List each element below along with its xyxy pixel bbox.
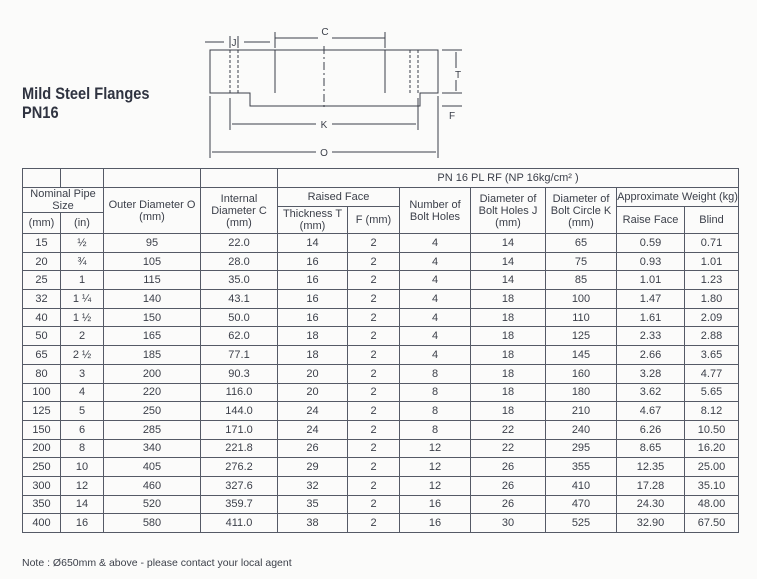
table-cell: 16 (400, 495, 471, 514)
table-cell: 18 (471, 364, 546, 383)
table-cell: 0.71 (685, 234, 739, 253)
table-cell: 295 (546, 439, 617, 458)
table-cell: 12 (400, 458, 471, 477)
table-cell: 8 (400, 364, 471, 383)
table-cell: 32.90 (617, 514, 685, 533)
table-cell: 20 (23, 252, 61, 271)
table-cell: 327.6 (201, 476, 278, 495)
table-cell: 65 (546, 234, 617, 253)
table-cell: 35.10 (685, 476, 739, 495)
table-cell: 2 (348, 327, 400, 346)
table-cell: 405 (104, 458, 201, 477)
table-cell: 16 (61, 514, 104, 533)
table-cell: 40 (23, 308, 61, 327)
table-cell: 0.93 (617, 252, 685, 271)
bolt-hole-diameter-header: Diameter of Bolt Holes J (mm) (471, 188, 546, 234)
table-cell: 285 (104, 420, 201, 439)
table-cell: 16 (278, 290, 348, 309)
footnote: Note : Ø650mm & above - please contact your local agent (22, 557, 292, 569)
table-cell: 32 (23, 290, 61, 309)
table-cell: ½ (61, 234, 104, 253)
table-cell: 14 (61, 495, 104, 514)
table-cell: 30 (471, 514, 546, 533)
table-row (23, 420, 739, 439)
table-cell: 1.23 (685, 271, 739, 290)
table-row (23, 252, 739, 271)
table-cell: 12 (400, 476, 471, 495)
table-cell: 140 (104, 290, 201, 309)
table-cell: 2 (348, 495, 400, 514)
table-cell: 4 (400, 252, 471, 271)
table-cell: 50 (23, 327, 61, 346)
table-cell: 220 (104, 383, 201, 402)
table-cell: 100 (546, 290, 617, 309)
table-cell: 43.1 (201, 290, 278, 309)
table-cell: 116.0 (201, 383, 278, 402)
table-cell: 18 (278, 346, 348, 365)
nominal-pipe-size-header: Nominal Pipe Size (23, 188, 104, 213)
table-cell: 26 (471, 495, 546, 514)
title-line-1: Mild Steel Flanges (22, 84, 150, 103)
table-cell: 2 (348, 271, 400, 290)
table-cell: 410 (546, 476, 617, 495)
table-cell: 12.35 (617, 458, 685, 477)
table-cell: 29 (278, 458, 348, 477)
table-cell: 14 (471, 271, 546, 290)
table-cell: 110 (546, 308, 617, 327)
table-row (23, 439, 739, 458)
table-cell: 16 (400, 514, 471, 533)
table-cell: 2 (348, 420, 400, 439)
table-cell: 24.30 (617, 495, 685, 514)
table-cell: 525 (546, 514, 617, 533)
table-cell: 20 (278, 383, 348, 402)
table-cell: 18 (471, 346, 546, 365)
table-cell: 300 (23, 476, 61, 495)
table-cell: 16.20 (685, 439, 739, 458)
table-cell: 2 (348, 458, 400, 477)
table-cell: 8.65 (617, 439, 685, 458)
flange-diagram (190, 18, 480, 168)
table-cell: 1.61 (617, 308, 685, 327)
table-cell: 8.12 (685, 402, 739, 421)
table-cell: 150 (104, 308, 201, 327)
table-cell: 48.00 (685, 495, 739, 514)
table-cell: 105 (104, 252, 201, 271)
blind-weight-header: Blind (685, 207, 739, 234)
table-cell: ¾ (61, 252, 104, 271)
table-cell: 1 ½ (61, 308, 104, 327)
raise-face-weight-header: Raise Face (617, 207, 685, 234)
table-cell: 250 (104, 402, 201, 421)
table-row (23, 458, 739, 477)
table-cell: 145 (546, 346, 617, 365)
table-cell: 95 (104, 234, 201, 253)
table-cell: 1.01 (617, 271, 685, 290)
table-row (23, 383, 739, 402)
table-cell: 8 (400, 383, 471, 402)
table-cell: 62.0 (201, 327, 278, 346)
bolt-holes-header: Number of Bolt Holes (400, 188, 471, 234)
table-cell: 18 (471, 308, 546, 327)
spec-table-body (23, 234, 739, 533)
table-row (23, 364, 739, 383)
table-cell: 50.0 (201, 308, 278, 327)
table-cell: 24 (278, 402, 348, 421)
dim-label-c: C (321, 27, 329, 38)
table-cell: 4 (400, 346, 471, 365)
mm-unit-header: (mm) (23, 213, 61, 234)
table-cell: 15 (23, 234, 61, 253)
table-cell: 2.33 (617, 327, 685, 346)
table-cell: 355 (546, 458, 617, 477)
table-cell: 2 (348, 439, 400, 458)
table-cell: 18 (471, 327, 546, 346)
table-cell: 8 (400, 420, 471, 439)
table-cell: 0.59 (617, 234, 685, 253)
table-cell: 580 (104, 514, 201, 533)
table-cell: 160 (546, 364, 617, 383)
table-cell: 75 (546, 252, 617, 271)
table-cell: 144.0 (201, 402, 278, 421)
table-cell: 25.00 (685, 458, 739, 477)
raised-face-header: Raised Face (278, 188, 400, 207)
flange-spec-table (22, 168, 739, 533)
table-cell: 200 (104, 364, 201, 383)
dim-label-j: J (231, 38, 237, 49)
table-cell: 26 (471, 458, 546, 477)
internal-diameter-header: Internal Diameter C (mm) (201, 188, 278, 234)
table-cell: 2 (348, 346, 400, 365)
table-cell: 24 (278, 420, 348, 439)
table-cell: 26 (471, 476, 546, 495)
in-unit-header: (in) (61, 213, 104, 234)
table-cell: 4 (400, 271, 471, 290)
page-title (22, 84, 150, 122)
table-cell: 2.09 (685, 308, 739, 327)
table-cell: 3.65 (685, 346, 739, 365)
table-cell: 6 (61, 420, 104, 439)
table-cell: 8 (400, 402, 471, 421)
table-cell: 400 (23, 514, 61, 533)
table-cell: 3.28 (617, 364, 685, 383)
table-cell: 2 (348, 383, 400, 402)
table-cell: 359.7 (201, 495, 278, 514)
table-cell: 2 (348, 402, 400, 421)
table-row (23, 271, 739, 290)
table-cell: 65 (23, 346, 61, 365)
table-cell: 14 (278, 234, 348, 253)
f-header: F (mm) (348, 207, 400, 234)
dim-label-k: K (320, 120, 328, 131)
table-cell: 38 (278, 514, 348, 533)
table-cell: 22.0 (201, 234, 278, 253)
table-cell: 17.28 (617, 476, 685, 495)
table-cell: 125 (23, 402, 61, 421)
table-cell: 185 (104, 346, 201, 365)
table-cell: 6.26 (617, 420, 685, 439)
table-cell: 22 (471, 420, 546, 439)
bolt-circle-header: Diameter of Bolt Circle K (mm) (546, 188, 617, 234)
outer-diameter-header: Outer Diameter O (mm) (104, 188, 201, 234)
table-cell: 18 (471, 402, 546, 421)
table-cell: 340 (104, 439, 201, 458)
table-cell: 26 (278, 439, 348, 458)
table-cell: 350 (23, 495, 61, 514)
table-cell: 12 (61, 476, 104, 495)
table-cell: 22 (471, 439, 546, 458)
dim-label-f: F (448, 111, 456, 122)
table-cell: 2 (348, 252, 400, 271)
table-cell: 1.47 (617, 290, 685, 309)
table-cell: 276.2 (201, 458, 278, 477)
table-cell: 85 (546, 271, 617, 290)
table-cell: 2 (61, 327, 104, 346)
table-cell: 4 (400, 308, 471, 327)
table-cell: 150 (23, 420, 61, 439)
title-line-2: PN16 (22, 103, 59, 122)
table-row (23, 346, 739, 365)
table-cell: 411.0 (201, 514, 278, 533)
dim-label-o: O (320, 148, 328, 159)
table-cell: 4.67 (617, 402, 685, 421)
table-cell: 18 (471, 290, 546, 309)
table-row (23, 234, 739, 253)
dim-label-t: T (454, 70, 462, 81)
table-cell: 16 (278, 271, 348, 290)
table-cell: 35.0 (201, 271, 278, 290)
table-cell: 3.62 (617, 383, 685, 402)
table-cell: 16 (278, 308, 348, 327)
table-cell: 5 (61, 402, 104, 421)
table-cell: 2 (348, 514, 400, 533)
table-cell: 2 (348, 308, 400, 327)
table-cell: 2 (348, 364, 400, 383)
table-cell: 32 (278, 476, 348, 495)
table-cell: 171.0 (201, 420, 278, 439)
table-cell: 165 (104, 327, 201, 346)
table-cell: 4 (400, 290, 471, 309)
table-cell: 10 (61, 458, 104, 477)
table-cell: 2 (348, 290, 400, 309)
table-cell: 2 (348, 234, 400, 253)
table-cell: 8 (61, 439, 104, 458)
table-cell: 4 (61, 383, 104, 402)
pressure-class-header: PN 16 PL RF (NP 16kg/cm² ) (278, 169, 739, 188)
table-row (23, 476, 739, 495)
table-cell: 67.50 (685, 514, 739, 533)
table-cell: 20 (278, 364, 348, 383)
table-row (23, 290, 739, 309)
table-cell: 210 (546, 402, 617, 421)
weight-header: Approximate Weight (kg) (617, 188, 739, 207)
table-cell: 520 (104, 495, 201, 514)
table-row (23, 514, 739, 533)
table-cell: 4 (400, 234, 471, 253)
table-cell: 18 (471, 383, 546, 402)
table-cell: 14 (471, 234, 546, 253)
table-cell: 1.80 (685, 290, 739, 309)
table-row (23, 327, 739, 346)
table-cell: 1.01 (685, 252, 739, 271)
table-cell: 180 (546, 383, 617, 402)
table-cell: 240 (546, 420, 617, 439)
table-cell: 100 (23, 383, 61, 402)
table-cell: 28.0 (201, 252, 278, 271)
table-cell: 90.3 (201, 364, 278, 383)
table-cell: 2.66 (617, 346, 685, 365)
table-cell: 200 (23, 439, 61, 458)
thickness-header: Thickness T (mm) (278, 207, 348, 234)
table-cell: 77.1 (201, 346, 278, 365)
table-cell: 80 (23, 364, 61, 383)
table-cell: 1 ¼ (61, 290, 104, 309)
table-cell: 16 (278, 252, 348, 271)
table-cell: 250 (23, 458, 61, 477)
table-cell: 4 (400, 327, 471, 346)
table-cell: 35 (278, 495, 348, 514)
table-cell: 3 (61, 364, 104, 383)
table-cell: 12 (400, 439, 471, 458)
table-cell: 10.50 (685, 420, 739, 439)
table-cell: 125 (546, 327, 617, 346)
table-cell: 115 (104, 271, 201, 290)
table-row (23, 495, 739, 514)
table-cell: 18 (278, 327, 348, 346)
table-cell: 4.77 (685, 364, 739, 383)
table-cell: 2 ½ (61, 346, 104, 365)
table-cell: 470 (546, 495, 617, 514)
table-cell: 221.8 (201, 439, 278, 458)
table-cell: 460 (104, 476, 201, 495)
table-cell: 2 (348, 476, 400, 495)
table-cell: 2.88 (685, 327, 739, 346)
table-cell: 25 (23, 271, 61, 290)
table-row (23, 402, 739, 421)
table-cell: 14 (471, 252, 546, 271)
table-row (23, 308, 739, 327)
table-cell: 1 (61, 271, 104, 290)
table-cell: 5.65 (685, 383, 739, 402)
